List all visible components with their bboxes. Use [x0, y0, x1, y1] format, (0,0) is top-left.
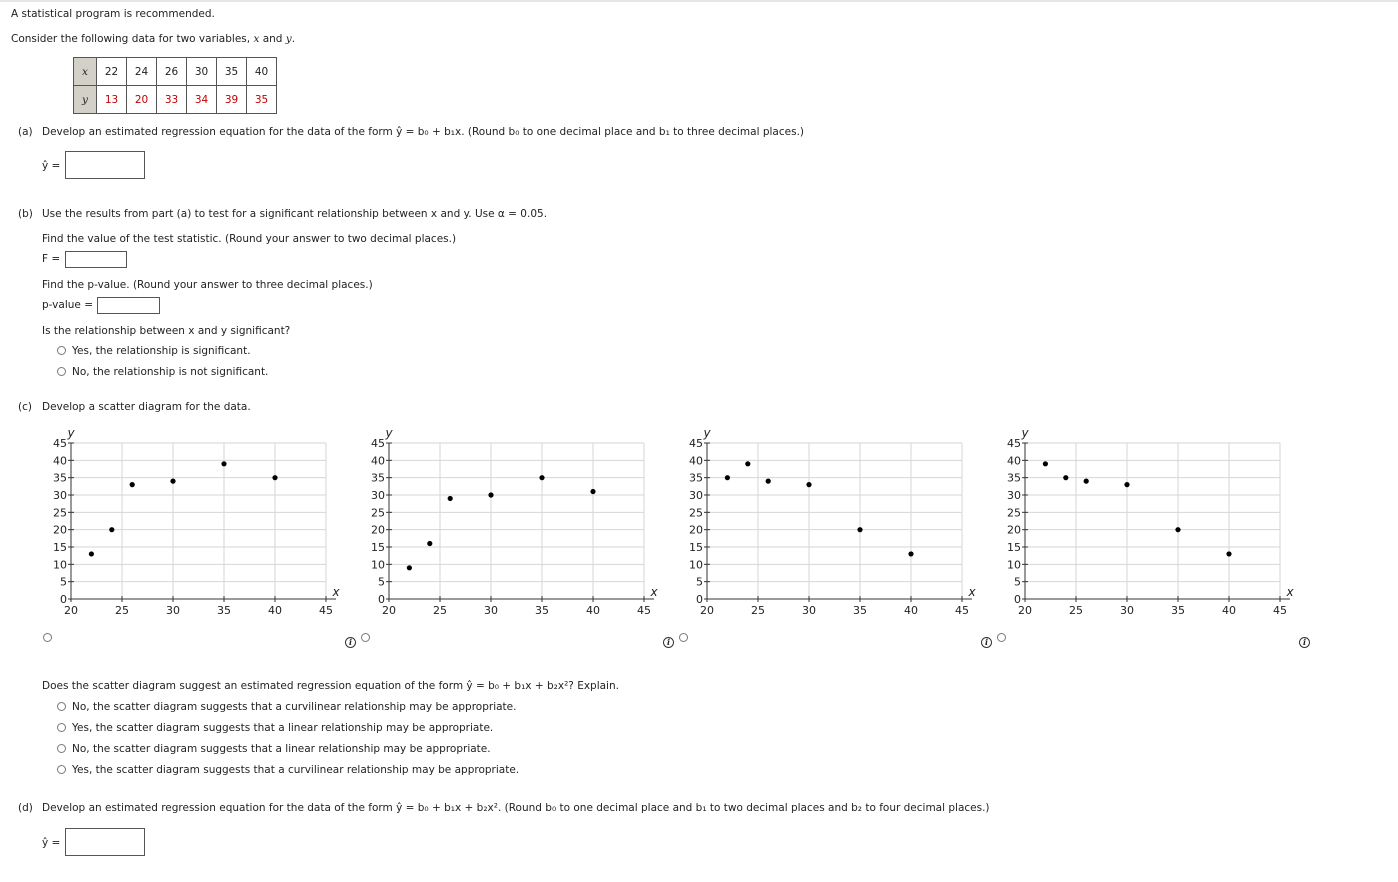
y-tick-label: 5 [696, 575, 703, 589]
y-tick-label: 25 [371, 506, 385, 520]
x-tick-label: 20 [700, 604, 714, 617]
data-point [89, 551, 94, 556]
consider-pre: Consider the following data for two variables, [11, 33, 254, 45]
radio-explain-3[interactable] [57, 744, 66, 753]
table-header-x: x [74, 58, 97, 86]
part-a-pre: Develop an estimated regression equation for the data of the form [42, 126, 397, 138]
y-tick-label: 10 [689, 558, 703, 572]
data-point [806, 482, 811, 487]
x-tick-label: 35 [535, 604, 549, 617]
y-tick-label: 45 [689, 437, 703, 450]
x-tick-label: 30 [802, 604, 816, 617]
y-tick-label: 35 [1007, 471, 1021, 485]
y-tick-label: 20 [53, 523, 67, 537]
f-statistic-input[interactable] [65, 251, 127, 268]
table-cell: 20 [127, 86, 157, 114]
radio-explain-4[interactable] [57, 765, 66, 774]
x-axis-label: x [332, 585, 340, 599]
x-tick-label: 35 [1171, 604, 1185, 617]
option-explain-1[interactable]: No, the scatter diagram suggests that a curvilinear relationship may be appropriate. [72, 701, 517, 713]
data-point [1124, 482, 1129, 487]
x-tick-label: 40 [1222, 604, 1236, 617]
y-axis-label: y [703, 426, 711, 440]
table-cell: 13 [97, 86, 127, 114]
x-tick-label: 25 [1069, 604, 1083, 617]
x-tick-label: 45 [319, 604, 333, 617]
scatter-chart-4 [984, 422, 1304, 622]
y-tick-label: 35 [689, 471, 703, 485]
part-a-answer-input[interactable] [65, 151, 145, 179]
data-point [857, 527, 862, 532]
top-divider [0, 0, 1398, 2]
y-tick-label: 20 [1007, 523, 1021, 537]
data-point [1226, 551, 1231, 556]
table-cell: 30 [187, 58, 217, 86]
y-tick-label: 0 [1014, 593, 1021, 606]
data-point [448, 496, 453, 501]
data-point [427, 541, 432, 546]
data-point [221, 461, 226, 466]
x-tick-label: 20 [64, 604, 78, 617]
y-tick-label: 25 [1007, 506, 1021, 520]
table-cell: 39 [217, 86, 247, 114]
x-tick-label: 25 [115, 604, 129, 617]
y-tick-label: 30 [53, 489, 67, 502]
table-cell: 40 [247, 58, 277, 86]
radio-chart-3[interactable] [679, 633, 688, 642]
part-c-text: Develop a scatter diagram for the data. [42, 401, 251, 413]
data-point [109, 527, 114, 532]
y-tick-label: 15 [689, 541, 703, 554]
x-tick-label: 40 [586, 604, 600, 617]
data-point [130, 482, 135, 487]
y-tick-label: 30 [371, 489, 385, 502]
option-explain-2[interactable]: Yes, the scatter diagram suggests that a linear relationship may be appropriate. [72, 722, 494, 734]
x-tick-label: 20 [382, 604, 396, 617]
y-tick-label: 25 [689, 506, 703, 520]
y-tick-label: 10 [371, 558, 385, 572]
table-row-x [74, 58, 277, 86]
part-a-question [42, 126, 804, 138]
consider-x: x [253, 33, 260, 45]
table-cell: 22 [97, 58, 127, 86]
radio-explain-2[interactable] [57, 723, 66, 732]
part-b-intro: Use the results from part (a) to test for a significant relationship between x and y. Use α = 0.05. [42, 208, 548, 220]
radio-chart-2[interactable] [361, 633, 370, 642]
table-cell: 34 [187, 86, 217, 114]
f-label: F = [42, 253, 61, 265]
part-a-label: (a) [18, 126, 33, 138]
y-tick-label: 20 [371, 523, 385, 537]
x-tick-label: 35 [853, 604, 867, 617]
y-axis-label: y [67, 426, 75, 440]
y-tick-label: 25 [53, 506, 67, 520]
part-a-equation: ŷ = b₀ + b₁x [396, 126, 462, 138]
y-axis-label: y [1021, 426, 1029, 440]
significance-question: Is the relationship between x and y significant? [42, 325, 291, 337]
data-point [590, 489, 595, 494]
p-value-question: Find the p-value. (Round your answer to three decimal places.) [42, 279, 373, 291]
p-value-input[interactable] [97, 297, 160, 314]
data-point [488, 492, 493, 497]
data-point [1043, 461, 1048, 466]
table-cell: 26 [157, 58, 187, 86]
part-d-answer-input[interactable] [65, 828, 145, 856]
y-tick-label: 30 [689, 489, 703, 502]
consider-and: and [259, 33, 286, 45]
scatter-chart-3 [666, 422, 986, 622]
radio-chart-1[interactable] [43, 633, 52, 642]
x-tick-label: 20 [1018, 604, 1032, 617]
radio-explain-1[interactable] [57, 702, 66, 711]
part-a-answer-label: ŷ = [42, 160, 61, 172]
data-point [272, 475, 277, 480]
table-cell: 24 [127, 58, 157, 86]
y-tick-label: 45 [53, 437, 67, 450]
y-tick-label: 40 [53, 454, 67, 468]
data-point [1063, 475, 1068, 480]
data-point [1084, 479, 1089, 484]
y-tick-label: 45 [371, 437, 385, 450]
y-tick-label: 40 [371, 454, 385, 468]
info-icon[interactable]: i [663, 637, 674, 648]
option-significant-yes[interactable]: Yes, the relationship is significant. [72, 345, 251, 357]
part-a-post: . (Round b₀ to one decimal place and b₁ to three decimal places.) [461, 126, 805, 138]
y-tick-label: 15 [53, 541, 67, 554]
x-axis-label: x [650, 585, 658, 599]
table-cell: 35 [247, 86, 277, 114]
y-tick-label: 5 [378, 575, 385, 589]
data-point [745, 461, 750, 466]
test-statistic-question: Find the value of the test statistic. (Round your answer to two decimal places.) [42, 233, 457, 245]
part-d-answer-label: ŷ = [42, 837, 61, 849]
data-point [908, 551, 913, 556]
radio-significant-yes[interactable] [57, 346, 66, 355]
consider-y: y [285, 33, 292, 45]
x-tick-label: 30 [1120, 604, 1134, 617]
option-significant-no[interactable]: No, the relationship is not significant. [72, 366, 269, 378]
x-axis-label: x [1286, 585, 1294, 599]
part-d-label: (d) [18, 802, 33, 814]
y-tick-label: 10 [1007, 558, 1021, 572]
scatter-chart-1 [30, 422, 350, 622]
x-tick-label: 45 [1273, 604, 1287, 617]
info-icon[interactable]: i [345, 637, 356, 648]
x-tick-label: 45 [637, 604, 651, 617]
y-tick-label: 45 [1007, 437, 1021, 450]
table-header-y: y [74, 86, 97, 114]
x-tick-label: 25 [433, 604, 447, 617]
info-icon[interactable]: i [1299, 637, 1310, 648]
data-point [1175, 527, 1180, 532]
data-point [539, 475, 544, 480]
p-value-label: p-value = [42, 299, 93, 311]
data-point [170, 479, 175, 484]
option-explain-3[interactable]: No, the scatter diagram suggests that a linear relationship may be appropriate. [72, 743, 491, 755]
consider-text [11, 33, 295, 45]
option-explain-4[interactable]: Yes, the scatter diagram suggests that a curvilinear relationship may be appropriate. [72, 764, 520, 776]
y-tick-label: 35 [53, 471, 67, 485]
data-point [725, 475, 730, 480]
part-b-label: (b) [18, 208, 33, 220]
y-tick-label: 0 [60, 593, 67, 606]
scatter-question: Does the scatter diagram suggest an estimated regression equation of the form ŷ = b₀ + b₁x + b₂x²? Explain. [42, 680, 619, 692]
y-tick-label: 0 [696, 593, 703, 606]
y-tick-label: 5 [1014, 575, 1021, 589]
x-tick-label: 40 [268, 604, 282, 617]
x-tick-label: 30 [166, 604, 180, 617]
y-tick-label: 35 [371, 471, 385, 485]
part-d-text: Develop an estimated regression equation for the data of the form ŷ = b₀ + b₁x + b₂x². (Round b₀ to one decimal place and b₁ to two decimal places and b₂ to four decimal places.) [42, 802, 990, 814]
part-c-label: (c) [18, 401, 32, 413]
y-tick-label: 0 [378, 593, 385, 606]
intro-text: A statistical program is recommended. [11, 8, 215, 20]
consider-end: . [291, 33, 296, 45]
y-tick-label: 20 [689, 523, 703, 537]
y-tick-label: 15 [371, 541, 385, 554]
y-tick-label: 40 [1007, 454, 1021, 468]
data-point [766, 479, 771, 484]
x-tick-label: 25 [751, 604, 765, 617]
data-point [407, 565, 412, 570]
table-cell: 35 [217, 58, 247, 86]
table-row-y [74, 86, 277, 114]
y-tick-label: 15 [1007, 541, 1021, 554]
y-tick-label: 10 [53, 558, 67, 572]
y-axis-label: y [385, 426, 393, 440]
radio-significant-no[interactable] [57, 367, 66, 376]
scatter-chart-2 [348, 422, 668, 622]
table-cell: 33 [157, 86, 187, 114]
x-tick-label: 35 [217, 604, 231, 617]
radio-chart-4[interactable] [997, 633, 1006, 642]
y-tick-label: 40 [689, 454, 703, 468]
info-icon[interactable]: i [981, 637, 992, 648]
y-tick-label: 30 [1007, 489, 1021, 502]
x-tick-label: 45 [955, 604, 969, 617]
x-axis-label: x [968, 585, 976, 599]
x-tick-label: 30 [484, 604, 498, 617]
x-tick-label: 40 [904, 604, 918, 617]
y-tick-label: 5 [60, 575, 67, 589]
data-table [73, 57, 277, 114]
